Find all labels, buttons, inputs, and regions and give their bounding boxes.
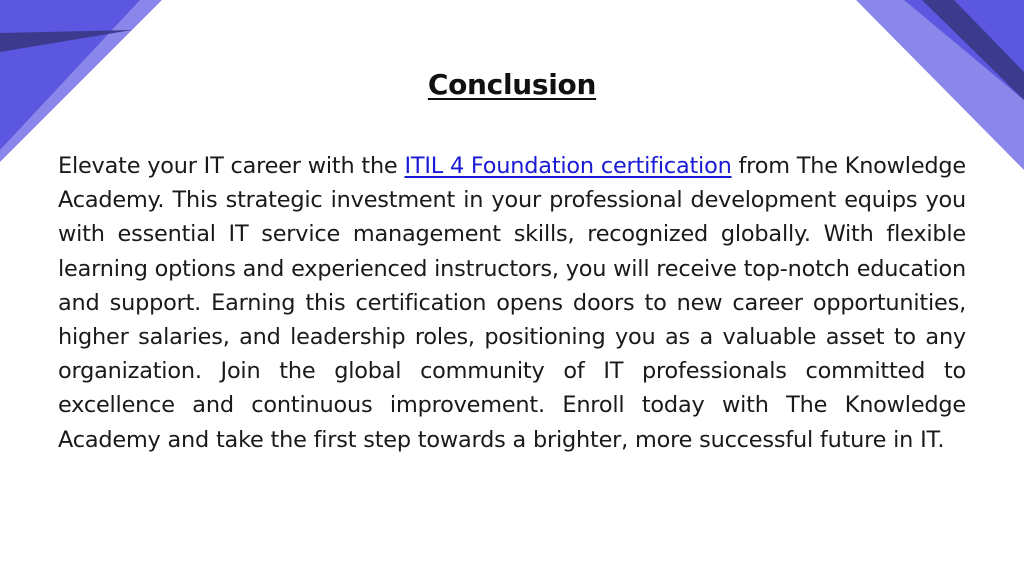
paragraph-text-before-link: Elevate your IT career with the — [58, 153, 405, 179]
slide-title: Conclusion — [427, 68, 597, 101]
conclusion-paragraph — [58, 149, 966, 457]
paragraph-text-after-link: from The Knowledge Academy. This strategic investment in your professional development equips you with essential IT service management skills, recognized globally. With flexible learning options and experienced instructors, you will receive top-notch education and support. Earning this certification opens doors to new career opportunities, higher salaries, and leadership roles, positioning you as a valuable asset to any organization. Join the global community of IT professionals committed to excellence and continuous improvement. Enroll today with The Knowledge Academy and take the first step towards a brighter, more successful future in IT. — [58, 153, 966, 453]
itil-certification-link[interactable]: ITIL 4 Foundation certification — [404, 153, 732, 179]
